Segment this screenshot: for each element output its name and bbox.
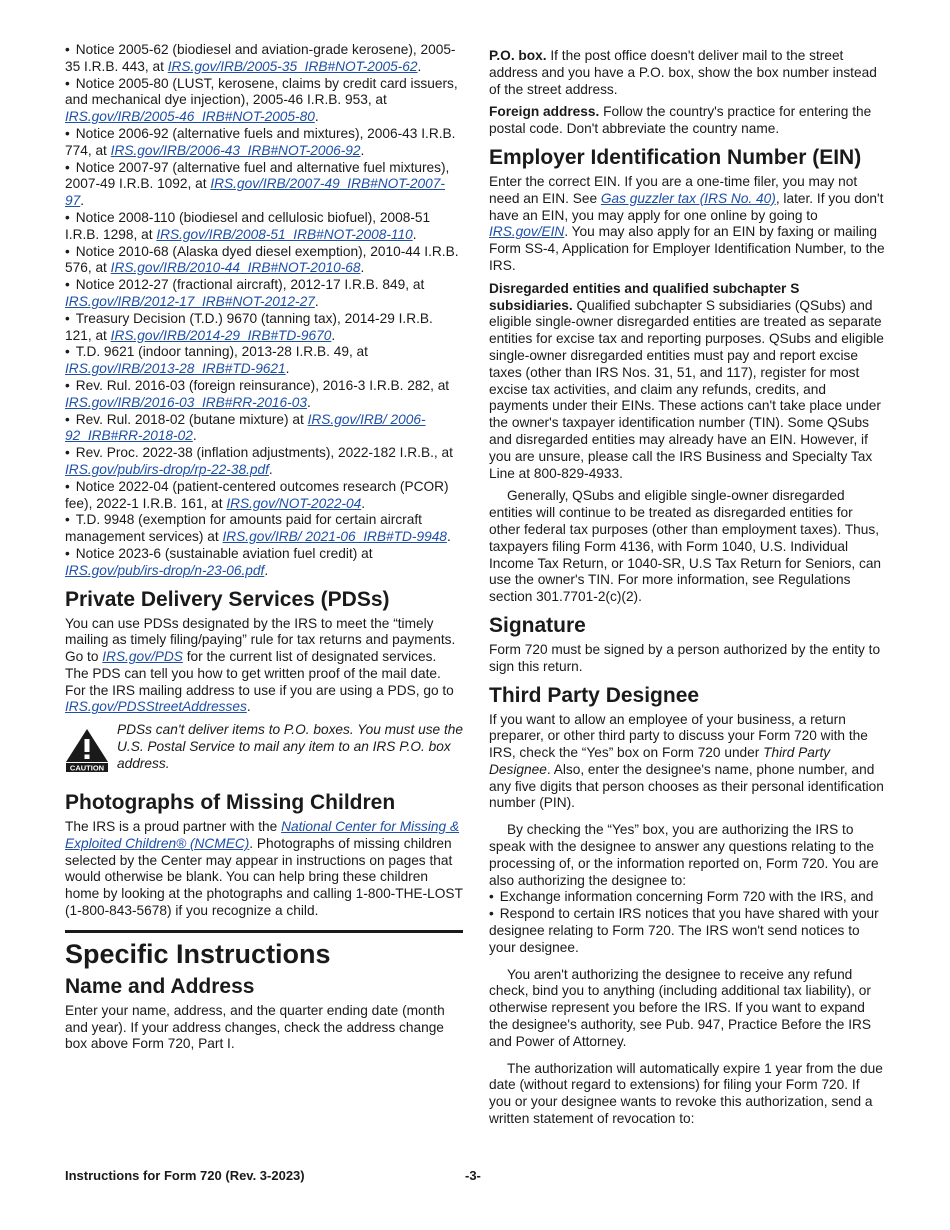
notice-list xyxy=(65,42,463,580)
designee-bullet-1: • Exchange information concerning Form 720 with the IRS, and xyxy=(489,889,885,906)
pds-link[interactable]: IRS.gov/PDS xyxy=(102,649,183,665)
notice-link[interactable]: IRS.gov/IRB/2006-43_IRB#NOT-2006-92 xyxy=(110,142,361,158)
notice-item: • Treasury Decision (T.D.) 9670 (tanning tax), 2014-29 I.R.B. 121, at IRS.gov/IRB/2014-29_IRB#TD-9670. xyxy=(65,311,463,345)
notice-item: • Notice 2007-97 (alternative fuel and alternative fuel mixtures), 2007-49 I.R.B. 1092, at IRS.gov/IRB/2007-49_IRB#NOT-2007-97. xyxy=(65,160,463,210)
pds-paragraph: You can use PDSs designated by the IRS to meet the “timely mailing as timely filing/paying” rule for tax returns and payments. Go to IRS.gov/PDS for the current list of designated services. The PDS can tell you how to get written proof of the mail date. For the IRS mailing address to use if you are using a PDS, go to IRS.gov/PDSStreetAddresses. xyxy=(65,615,456,715)
notice-link[interactable]: IRS.gov/IRB/2014-29_IRB#TD-9670 xyxy=(110,327,332,343)
signature-paragraph: Form 720 must be signed by a person authorized by the entity to sign this return. xyxy=(489,641,881,674)
notice-link[interactable]: IRS.gov/IRB/ 2021-06_IRB#TD-9948 xyxy=(222,529,447,545)
designee-paragraph-4: The authorization will automatically expire 1 year from the due date (without regard to extensions) for filing your Form 720. If you or your designee wants to revoke this authorization, send a written statement of revocation to: xyxy=(489,1060,883,1127)
notice-link[interactable]: IRS.gov/IRB/ 2006-92_IRB#RR-2018-02 xyxy=(65,411,426,444)
ein-heading: Employer Identification Number (EIN) xyxy=(489,145,862,169)
designee-paragraph-2: By checking the “Yes” box, you are authorizing the IRS to speak with the designee to answer any questions relating to the processing of, or the information reported on, Form 720. You are also authorizing the designee to: xyxy=(489,822,879,888)
specific-instructions-heading: Specific Instructions xyxy=(65,938,331,969)
right-column xyxy=(489,42,885,1128)
gas-guzzler-link[interactable]: Gas guzzler tax (IRS No. 40) xyxy=(600,190,776,206)
notice-item: • Notice 2022-04 (patient-centered outcomes research (PCOR) fee), 2022-1 I.R.B. 161, at IRS.gov/NOT-2022-04. xyxy=(65,479,463,513)
generally-paragraph: Generally, QSubs and eligible single-owner disregarded entities will continue to be treated as disregarded entities for other federal tax purposes (other than employment taxes). Thus, taxpayers filing Form 4136, with Form 1040, U.S. Individual Income Tax Return, or 1040-SR, U.S Tax Return for Seniors, can use the owner's TIN. For more information, see Regulations section 301.7701-2(c)(2). xyxy=(489,488,882,605)
notice-item: • Rev. Rul. 2016-03 (foreign reinsurance), 2016-3 I.R.B. 282, at IRS.gov/IRB/2016-03_IRB#RR-2016-03. xyxy=(65,378,463,412)
page-number: -3- xyxy=(465,1168,481,1183)
designee-paragraph-1: If you want to allow an employee of your business, a return preparer, or other third party to discuss your Form 720 with the IRS, check the “Yes” box on Form 720 under Third Party Designee. Also, enter the designee's name, phone number, and any five digits that person chooses as their personal identification number (PIN). xyxy=(489,711,884,811)
notice-item: • Notice 2008-110 (biodiesel and cellulosic biofuel), 2008-51 I.R.B. 1298, at IRS.gov/IRB/2008-51_IRB#NOT-2008-110. xyxy=(65,210,463,244)
notice-item: • T.D. 9948 (exemption for amounts paid for certain aircraft management services) at IRS.gov/IRB/ 2021-06_IRB#TD-9948. xyxy=(65,512,463,546)
notice-link[interactable]: IRS.gov/IRB/2013-28_IRB#TD-9621 xyxy=(65,361,286,377)
footer-form-title: Instructions for Form 720 (Rev. 3-2023) xyxy=(65,1168,305,1183)
notice-item: • Notice 2010-68 (Alaska dyed diesel exemption), 2010-44 I.R.B. 576, at IRS.gov/IRB/2010-44_IRB#NOT-2010-68. xyxy=(65,244,463,278)
notice-link[interactable]: IRS.gov/pub/irs-drop/n-23-06.pdf xyxy=(65,562,265,578)
notice-item: • Rev. Proc. 2022-38 (inflation adjustments), 2022-182 I.R.B., at IRS.gov/pub/irs-drop/rp-22-38.pdf. xyxy=(65,445,463,479)
notice-link[interactable]: IRS.gov/IRB/2005-46_IRB#NOT-2005-80 xyxy=(65,109,315,125)
irs-ein-link[interactable]: IRS.gov/EIN xyxy=(489,224,565,240)
foreign-address-paragraph: Foreign address. Follow the country's practice for entering the postal code. Don't abbreviate the country name. xyxy=(489,104,872,137)
notice-item: • Notice 2023-6 (sustainable aviation fuel credit) at IRS.gov/pub/irs-drop/n-23-06.pdf. xyxy=(65,546,463,580)
notice-item: • Notice 2006-92 (alternative fuels and mixtures), 2006-43 I.R.B. 774, at IRS.gov/IRB/2006-43_IRB#NOT-2006-92. xyxy=(65,126,463,160)
caution-text: PDSs can't deliver items to P.O. boxes. You must use the U.S. Postal Service to mail any item to an IRS P.O. box address. xyxy=(117,722,463,771)
section-divider xyxy=(65,930,463,933)
notice-item: • Notice 2012-27 (fractional aircraft), 2012-17 I.R.B. 849, at IRS.gov/IRB/2012-17_IRB#NOT-2012-27. xyxy=(65,277,463,311)
caution-icon xyxy=(65,728,109,777)
designee-bullet-2: • Respond to certain IRS notices that you have shared with your designee relating to Form 720. The IRS won't send notices to your designee. xyxy=(489,906,885,956)
pds-heading: Private Delivery Services (PDSs) xyxy=(65,587,390,611)
notice-item: • Notice 2005-80 (LUST, kerosene, claims by credit card issuers, and mechanical dye injection), 2005-46 I.R.B. 953, at IRS.gov/IRB/2005-46_IRB#NOT-2005-80. xyxy=(65,76,463,126)
notice-link[interactable]: IRS.gov/pub/irs-drop/rp-22-38.pdf xyxy=(65,461,269,477)
notice-link[interactable]: IRS.gov/IRB/2010-44_IRB#NOT-2010-68 xyxy=(110,260,361,276)
notice-link[interactable]: IRS.gov/IRB/2007-49_IRB#NOT-2007-97 xyxy=(65,176,445,209)
ein-paragraph: Enter the correct EIN. If you are a one-time filer, you may not need an EIN. See Gas guzzler tax (IRS No. 40), later. If you don't have an EIN, you may apply for one online by going to IRS.gov/EIN. You may also apply for an EIN by faxing or mailing Form SS-4, Application for Employer Identification Number, to the IRS. xyxy=(489,173,885,273)
notice-link[interactable]: IRS.gov/IRB/2005-35_IRB#NOT-2005-62 xyxy=(167,58,418,74)
left-column xyxy=(65,42,463,1053)
notice-item: • T.D. 9621 (indoor tanning), 2013-28 I.R.B. 49, at IRS.gov/IRB/2013-28_IRB#TD-9621. xyxy=(65,344,463,378)
missing-children-heading: Photographs of Missing Children xyxy=(65,791,396,815)
notice-link[interactable]: IRS.gov/IRB/2008-51_IRB#NOT-2008-110 xyxy=(156,226,413,242)
notice-item: • Notice 2005-62 (biodiesel and aviation-grade kerosene), 2005-35 I.R.B. 443, at IRS.gov/IRB/2005-35_IRB#NOT-2005-62. xyxy=(65,42,463,76)
missing-children-paragraph: The IRS is a proud partner with the National Center for Missing & Exploited Children® (NCMEC). Photographs of missing children selected by the Center may appear in instructions on pages that would otherwise be blank. You can help bring these children home by looking at the photographs and calling 1-800-THE-LOST (1-800-843-5678) if you recognize a child. xyxy=(65,819,463,919)
disregarded-entities-paragraph: Disregarded entities and qualified subchapter S subsidiaries. Qualified subchapter S subsidiaries (QSubs) and eligible single-owner disregarded entities are treated as separate entities for excise tax and reporting purposes. QSubs and eligible single-owner disregarded entities must pay and report excise taxes (other than IRS Nos. 31, 51, and 117), register for most excise tax activities, and claim any refunds, credits, and payments under their EINs. These actions can't take place under the owner's taxpayer identification number (TIN). Some QSubs and disregarded entities may already have an EIN. However, if you are unsure, please call the IRS Business and Specialty Tax Line at 800-829-4933. xyxy=(489,280,884,481)
designee-paragraph-3: You aren't authorizing the designee to receive any refund check, bind you to anything (including additional tax liability), or otherwise represent you before the IRS. If you want to expand the designee's authority, see Pub. 947, Practice Before the IRS and Power of Attorney. xyxy=(489,966,872,1049)
signature-heading: Signature xyxy=(489,613,586,637)
caution-label: CAUTION xyxy=(69,763,105,773)
name-and-address-heading: Name and Address xyxy=(65,974,255,998)
pds-street-addresses-link[interactable]: IRS.gov/PDSStreetAddresses xyxy=(65,699,247,715)
notice-item: • Rev. Rul. 2018-02 (butane mixture) at IRS.gov/IRB/ 2006-92_IRB#RR-2018-02. xyxy=(65,412,463,446)
notice-link[interactable]: IRS.gov/IRB/2016-03_IRB#RR-2016-03 xyxy=(65,394,307,410)
caution-box xyxy=(65,722,463,777)
notice-link[interactable]: IRS.gov/IRB/2012-17_IRB#NOT-2012-27 xyxy=(65,293,315,309)
ncmec-link[interactable]: National Center for Missing & Exploited Children® (NCMEC) xyxy=(65,819,460,851)
name-and-address-paragraph: Enter your name, address, and the quarter ending date (month and year). If your address changes, check the address change box above Form 720, Part I. xyxy=(65,1002,445,1052)
third-party-designee-heading: Third Party Designee xyxy=(489,683,700,707)
po-box-paragraph: P.O. box. If the post office doesn't deliver mail to the street address and you have a P.O. box, show the box number instead of the street address. xyxy=(489,48,877,97)
notice-link[interactable]: IRS.gov/NOT-2022-04 xyxy=(226,495,362,511)
